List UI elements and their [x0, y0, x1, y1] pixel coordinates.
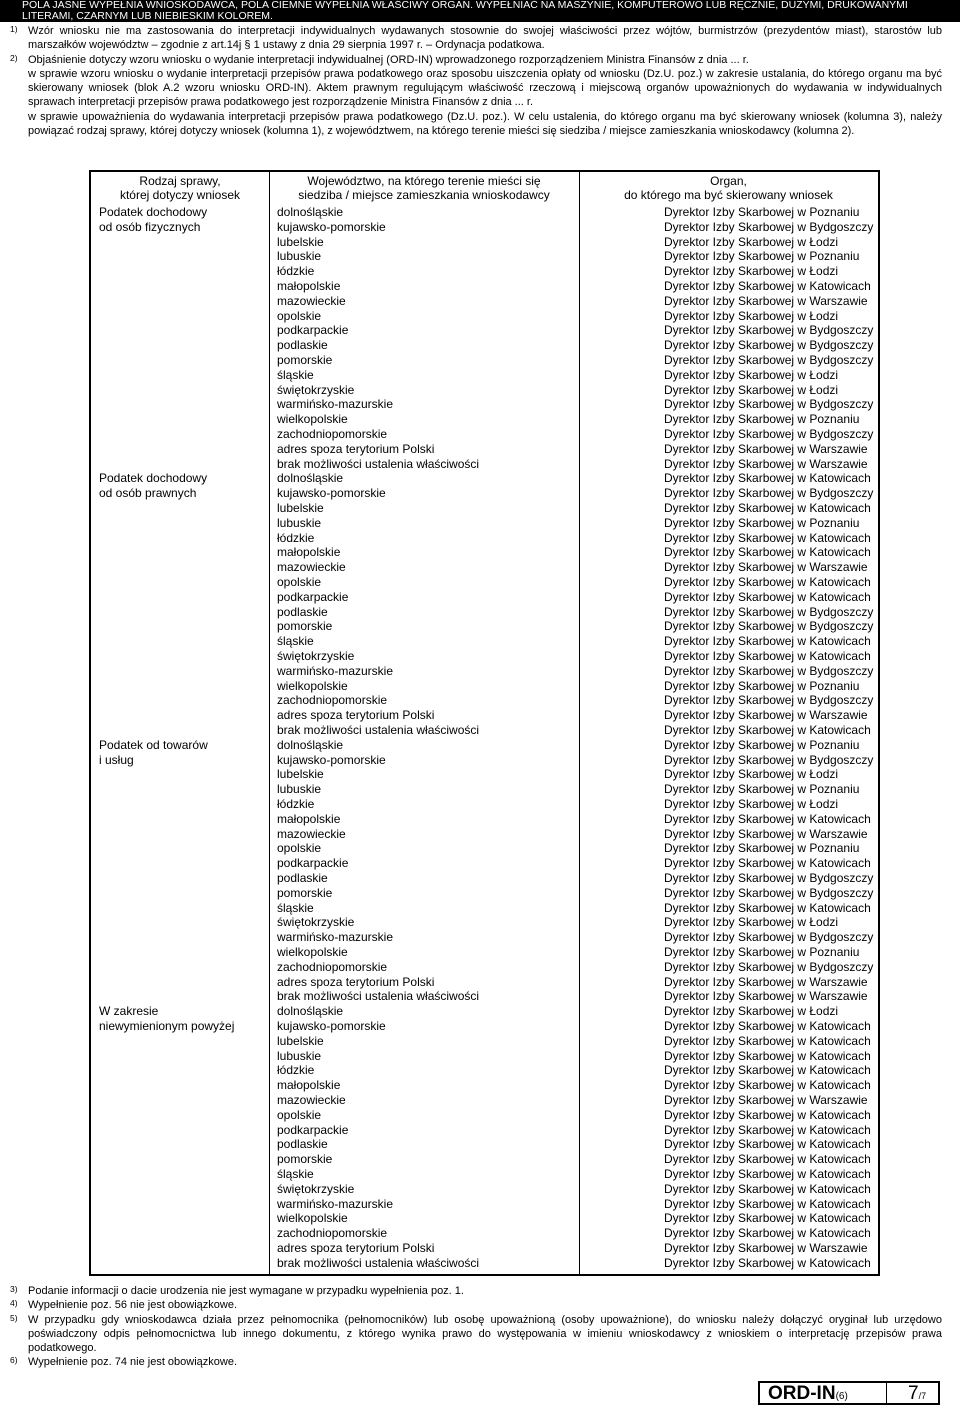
voivodeship-cell: lubelskie: [277, 1033, 324, 1048]
organ-cell: Dyrektor Izby Skarbowej w Poznaniu: [664, 412, 860, 427]
organ-cell: Dyrektor Izby Skarbowej w Poznaniu: [664, 205, 860, 219]
case-type-label-line2: od osób prawnych: [99, 486, 197, 501]
column-case-type: [91, 172, 270, 1274]
voivodeship-cell: łódzkie: [277, 264, 315, 279]
voivodeship-cell: pomorskie: [277, 1152, 333, 1167]
voivodeship-cell: świętokrzyskie: [277, 649, 355, 663]
header-case-type-line2: której dotyczy wniosek: [119, 188, 241, 202]
footnote-1-mark: 1): [10, 24, 18, 34]
footnote-bottom-5: [10, 1313, 942, 1356]
voivodeship-cell: podkarpackie: [277, 589, 349, 604]
organ-cell: Dyrektor Izby Skarbowej w Bydgoszczy: [664, 663, 874, 678]
voivodeship-cell: lubelskie: [277, 501, 324, 515]
organ-cell: Dyrektor Izby Skarbowej w Bydgoszczy: [664, 353, 874, 367]
header-voivodeship: [269, 172, 579, 206]
voivodeship-cell: opolskie: [277, 308, 322, 323]
footnote-2-text-c: w sprawie upoważnienia do wydawania interpretacji przepisów prawa podatkowego (Dz.U. poz.). W celu ustalenia, do którego organu ma być skierowany wniosek (kolumna 3), należy powiązać rodzaj sprawy, której dotyczy wniosek (kolumna 1), z województwem, na którego terenie mieści się siedziba / miejsce zamieszkania wnioskodawcy (kolumna 2).: [28, 110, 942, 138]
organ-cell: Dyrektor Izby Skarbowej w Poznaniu: [664, 249, 860, 264]
form-version: (6): [835, 1391, 848, 1402]
organ-cell: Dyrektor Izby Skarbowej w Katowicach: [664, 811, 871, 826]
voivodeship-cell: świętokrzyskie: [277, 915, 355, 930]
case-type-label-line2: niewymienionym powyżej: [99, 1018, 235, 1033]
organ-cell: Dyrektor Izby Skarbowej w Warszawie: [664, 974, 868, 989]
footnote-bottom-6: [10, 1355, 942, 1369]
voivodeship-cell: podlaskie: [277, 871, 328, 885]
organ-cell: Dyrektor Izby Skarbowej w Bydgoszczy: [664, 323, 874, 338]
organ-cell: Dyrektor Izby Skarbowej w Warszawie: [664, 826, 868, 841]
header-voivodeship-line1: Województwo, na którego terenie mieści się: [307, 174, 541, 188]
voivodeship-cell: mazowieckie: [277, 293, 346, 308]
voivodeship-cell: dolnośląskie: [277, 205, 344, 219]
voivodeship-cell: lubuskie: [277, 515, 322, 530]
voivodeship-cell: opolskie: [277, 575, 322, 589]
voivodeship-cell: podlaskie: [277, 1137, 328, 1152]
voivodeship-cell: łódzkie: [277, 1063, 315, 1078]
header-case-type: [91, 172, 269, 206]
voivodeship-cell: adres spoza terytorium Polski: [277, 441, 435, 456]
organ-cell: Dyrektor Izby Skarbowej w Katowicach: [664, 1211, 871, 1226]
organ-cell: Dyrektor Izby Skarbowej w Łodzi: [664, 367, 839, 382]
voivodeship-cell: dolnośląskie: [277, 471, 344, 486]
organ-cell: Dyrektor Izby Skarbowej w Łodzi: [664, 915, 839, 930]
column-organ: [579, 172, 878, 1274]
organ-cell: Dyrektor Izby Skarbowej w Katowicach: [664, 279, 871, 293]
organ-cell: Dyrektor Izby Skarbowej w Bydgoszczy: [664, 604, 874, 619]
footnote-1-text: Wzór wniosku nie ma zastosowania do interpretacji indywidualnych wydawanych stosownie do swojej właściwości przez wójtów, burmistrzów (prezydentów miast), starostów lub marszałków województw – zgodnie z art.14j § 1 ustawy z dnia 29 sierpnia 1997 r. – Ordynacja podatkowa.: [28, 25, 942, 52]
voivodeship-cell: małopolskie: [277, 811, 341, 826]
organ-cell: Dyrektor Izby Skarbowej w Poznaniu: [664, 841, 860, 856]
case-type-label-line1: Podatek od towarów: [99, 737, 208, 752]
header-voivodeship-line2: siedziba / miejsce zamieszkania wnioskodawcy: [298, 188, 550, 202]
footnote-2-text-b: w sprawie wzoru wniosku o wydanie interpretacji przepisów prawa podatkowego oraz sposobu uiszczenia opłaty od wniosku (Dz.U. poz.) w zakresie ustalania, do którego organu ma być skierowany wniosek (blok A.2 wzoru wniosku ORD-IN). Aktem prawnym regulującym właściwość rzeczową i miejscową organów upoważnionych do wydawania w indywidualnych sprawach interpretacji przepisów prawa podatkowego jest rozporządzenie Ministra Finansów z dnia ... r.: [28, 67, 942, 109]
voivodeship-cell: brak możliwości ustalenia właściwości: [277, 1255, 480, 1270]
instruction-line-2: LITERAMI, CZARNYM LUB NIEBIESKIM KOLOREM.: [22, 10, 273, 22]
organ-cell: Dyrektor Izby Skarbowej w Katowicach: [664, 634, 871, 649]
footnote-2-text: Objaśnienie dotyczy wzoru wniosku o wydanie interpretacji indywidualnej (ORD-IN) wprowadzonego rozporządzeniem Ministra Finansów z dnia ... r.: [28, 53, 749, 66]
organ-cell: Dyrektor Izby Skarbowej w Katowicach: [664, 1255, 871, 1270]
organ-cell: Dyrektor Izby Skarbowej w Katowicach: [664, 1107, 871, 1122]
organ-cell: Dyrektor Izby Skarbowej w Łodzi: [664, 234, 839, 249]
organ-cell: Dyrektor Izby Skarbowej w Katowicach: [664, 1063, 871, 1078]
organ-cell: Dyrektor Izby Skarbowej w Bydgoszczy: [664, 619, 874, 634]
organ-cell: Dyrektor Izby Skarbowej w Katowicach: [664, 1122, 871, 1137]
voivodeship-cell: brak możliwości ustalenia właściwości: [277, 456, 480, 471]
voivodeship-cell: lubuskie: [277, 782, 322, 797]
organ-cell: Dyrektor Izby Skarbowej w Katowicach: [664, 1226, 871, 1241]
voivodeship-cell: warmińsko-mazurskie: [277, 663, 394, 678]
organ-cell: Dyrektor Izby Skarbowej w Bydgoszczy: [664, 871, 874, 885]
organ-cell: Dyrektor Izby Skarbowej w Katowicach: [664, 1167, 871, 1181]
voivodeship-cell: dolnośląskie: [277, 737, 344, 752]
voivodeship-cell: lubelskie: [277, 767, 324, 782]
voivodeship-cell: mazowieckie: [277, 560, 346, 575]
organ-cell: Dyrektor Izby Skarbowej w Katowicach: [664, 1033, 871, 1048]
organ-cell: Dyrektor Izby Skarbowej w Bydgoszczy: [664, 752, 874, 767]
organ-cell: Dyrektor Izby Skarbowej w Katowicach: [664, 856, 871, 871]
voivodeship-cell: zachodniopomorskie: [277, 693, 388, 708]
footnote-text: Wypełnienie poz. 74 nie jest obowiązkowe.: [28, 1356, 238, 1369]
page-number-text: 7: [908, 1383, 919, 1404]
form-code: [768, 1383, 848, 1408]
footnote-mark: 5): [10, 1312, 18, 1323]
organ-cell: Dyrektor Izby Skarbowej w Katowicach: [664, 1152, 871, 1167]
organ-cell: Dyrektor Izby Skarbowej w Katowicach: [664, 723, 871, 737]
organ-cell: Dyrektor Izby Skarbowej w Katowicach: [664, 649, 871, 663]
organ-cell: Dyrektor Izby Skarbowej w Łodzi: [664, 767, 839, 782]
voivodeship-cell: małopolskie: [277, 545, 341, 560]
organ-cell: Dyrektor Izby Skarbowej w Bydgoszczy: [664, 959, 874, 974]
voivodeship-cell: pomorskie: [277, 885, 333, 900]
voivodeship-cell: łódzkie: [277, 530, 315, 545]
case-type-label-line2: od osób fizycznych: [99, 219, 201, 234]
organ-cell: Dyrektor Izby Skarbowej w Poznaniu: [664, 678, 860, 693]
voivodeship-cell: mazowieckie: [277, 1093, 346, 1107]
organ-cell: Dyrektor Izby Skarbowej w Katowicach: [664, 530, 871, 545]
voivodeship-cell: wielkopolskie: [277, 945, 348, 959]
voivodeship-cell: podkarpackie: [277, 856, 349, 871]
organ-cell: Dyrektor Izby Skarbowej w Poznaniu: [664, 737, 860, 752]
voivodeship-cell: podlaskie: [277, 338, 328, 353]
voivodeship-cell: zachodniopomorskie: [277, 427, 388, 441]
organ-cell: Dyrektor Izby Skarbowej w Katowicach: [664, 589, 871, 604]
instruction-banner: [0, 0, 960, 22]
organ-cell: Dyrektor Izby Skarbowej w Katowicach: [664, 900, 871, 915]
voivodeship-cell: małopolskie: [277, 1078, 341, 1093]
voivodeship-cell: lubuskie: [277, 1048, 322, 1063]
case-type-label-line1: Podatek dochodowy: [99, 471, 208, 486]
organ-cell: Dyrektor Izby Skarbowej w Warszawie: [664, 293, 868, 308]
footer-divider: [886, 1383, 887, 1403]
organ-cell: Dyrektor Izby Skarbowej w Poznaniu: [664, 945, 860, 959]
voivodeship-cell: adres spoza terytorium Polski: [277, 974, 435, 989]
organ-cell: Dyrektor Izby Skarbowej w Katowicach: [664, 545, 871, 560]
organ-cell: Dyrektor Izby Skarbowej w Katowicach: [664, 1019, 871, 1033]
voivodeship-cell: pomorskie: [277, 619, 333, 634]
footnote-bottom-4: [10, 1298, 942, 1312]
voivodeship-cell: śląskie: [277, 634, 314, 649]
voivodeship-cell: dolnośląskie: [277, 1004, 344, 1019]
voivodeship-cell: brak możliwości ustalenia właściwości: [277, 723, 480, 737]
footnote-text: Wypełnienie poz. 56 nie jest obowiązkowe.: [28, 1299, 238, 1312]
column-voivodeship: [269, 172, 580, 1274]
organ-cell: Dyrektor Izby Skarbowej w Łodzi: [664, 1004, 839, 1019]
case-type-label-line1: Podatek dochodowy: [99, 205, 208, 219]
voivodeship-cell: świętokrzyskie: [277, 382, 355, 397]
voivodeship-cell: zachodniopomorskie: [277, 1226, 388, 1241]
voivodeship-cell: kujawsko-pomorskie: [277, 219, 386, 234]
organ-cell: Dyrektor Izby Skarbowej w Warszawie: [664, 708, 868, 723]
footnote-mark: 4): [10, 1298, 18, 1309]
organ-cell: Dyrektor Izby Skarbowej w Bydgoszczy: [664, 397, 874, 412]
voivodeship-cell: kujawsko-pomorskie: [277, 1019, 386, 1033]
organ-cell: Dyrektor Izby Skarbowej w Katowicach: [664, 471, 871, 486]
voivodeship-cell: podkarpackie: [277, 1122, 349, 1137]
voivodeship-cell: opolskie: [277, 1107, 322, 1122]
voivodeship-cell: lubelskie: [277, 234, 324, 249]
organ-cell: Dyrektor Izby Skarbowej w Bydgoszczy: [664, 219, 874, 234]
organ-cell: Dyrektor Izby Skarbowej w Poznaniu: [664, 515, 860, 530]
organ-cell: Dyrektor Izby Skarbowej w Katowicach: [664, 575, 871, 589]
organ-cell: Dyrektor Izby Skarbowej w Katowicach: [664, 501, 871, 515]
voivodeship-cell: podkarpackie: [277, 323, 349, 338]
voivodeship-cell: pomorskie: [277, 353, 333, 367]
header-organ-line1: Organ,: [710, 174, 747, 188]
case-type-label-line2: i usług: [99, 752, 134, 767]
page-number: [908, 1383, 926, 1407]
voivodeship-cell: kujawsko-pomorskie: [277, 486, 386, 501]
voivodeship-cell: lubuskie: [277, 249, 322, 264]
voivodeship-cell: adres spoza terytorium Polski: [277, 1241, 435, 1255]
organ-cell: Dyrektor Izby Skarbowej w Warszawie: [664, 989, 868, 1004]
organ-cell: Dyrektor Izby Skarbowej w Katowicach: [664, 1048, 871, 1063]
instruction-line-1: POLA JASNE WYPEŁNIA WNIOSKODAWCA, POLA CIEMNE WYPEŁNIA WŁAŚCIWY ORGAN. WYPEŁNIAĆ NA MASZYNIE, KOMPUTEROWO LUB RĘCZNIE, DUŻYMI, DRUKOWANYMI: [22, 0, 908, 11]
voivodeship-cell: kujawsko-pomorskie: [277, 752, 386, 767]
organ-cell: Dyrektor Izby Skarbowej w Łodzi: [664, 308, 839, 323]
footnotes-bottom: [10, 1284, 942, 1370]
organ-cell: Dyrektor Izby Skarbowej w Katowicach: [664, 1137, 871, 1152]
voivodeship-cell: warmińsko-mazurskie: [277, 930, 394, 945]
footnote-bottom-3: [10, 1284, 942, 1298]
header-case-type-line1: Rodzaj sprawy,: [139, 174, 221, 188]
voivodeship-cell: śląskie: [277, 900, 314, 915]
organ-cell: Dyrektor Izby Skarbowej w Bydgoszczy: [664, 693, 874, 708]
voivodeship-cell: podlaskie: [277, 604, 328, 619]
organ-cell: Dyrektor Izby Skarbowej w Warszawie: [664, 560, 868, 575]
case-type-label: [91, 471, 269, 501]
organ-cell: Dyrektor Izby Skarbowej w Łodzi: [664, 797, 839, 811]
organ-cell: Dyrektor Izby Skarbowej w Katowicach: [664, 1181, 871, 1196]
footnote-1: [10, 24, 942, 53]
page-total: /7: [918, 1391, 927, 1401]
organ-cell: Dyrektor Izby Skarbowej w Łodzi: [664, 264, 839, 279]
voivodeship-cell: świętokrzyskie: [277, 1181, 355, 1196]
voivodeship-cell: opolskie: [277, 841, 322, 856]
voivodeship-cell: wielkopolskie: [277, 678, 348, 693]
organ-jurisdiction-table: [89, 170, 880, 1276]
voivodeship-cell: łódzkie: [277, 797, 315, 811]
voivodeship-cell: śląskie: [277, 367, 314, 382]
case-type-label: [91, 738, 269, 768]
organ-cell: Dyrektor Izby Skarbowej w Bydgoszczy: [664, 427, 874, 441]
footnotes-top: [10, 24, 942, 138]
case-type-label: [91, 205, 269, 235]
organ-cell: Dyrektor Izby Skarbowej w Poznaniu: [664, 782, 860, 797]
case-type-label-line1: W zakresie: [99, 1004, 159, 1019]
footnote-2: [10, 53, 942, 139]
organ-cell: Dyrektor Izby Skarbowej w Katowicach: [664, 1078, 871, 1093]
voivodeship-cell: wielkopolskie: [277, 1211, 348, 1226]
voivodeship-cell: warmińsko-mazurskie: [277, 1196, 394, 1211]
voivodeship-cell: zachodniopomorskie: [277, 959, 388, 974]
voivodeship-cell: warmińsko-mazurskie: [277, 397, 394, 412]
organ-cell: Dyrektor Izby Skarbowej w Warszawie: [664, 1093, 868, 1107]
voivodeship-cell: mazowieckie: [277, 826, 346, 841]
organ-cell: Dyrektor Izby Skarbowej w Bydgoszczy: [664, 930, 874, 945]
form-code-text: ORD-IN: [768, 1383, 836, 1404]
voivodeship-cell: adres spoza terytorium Polski: [277, 708, 435, 723]
footnote-text: Podanie informacji o dacie urodzenia nie jest wymagane w przypadku wypełnienia poz. 1.: [28, 1285, 464, 1297]
footnote-2-mark: 2): [10, 52, 18, 63]
header-organ-line2: do którego ma być skierowany wniosek: [624, 188, 833, 202]
organ-cell: Dyrektor Izby Skarbowej w Katowicach: [664, 1196, 871, 1211]
organ-cell: Dyrektor Izby Skarbowej w Bydgoszczy: [664, 486, 874, 501]
case-type-label: [91, 1004, 269, 1034]
voivodeship-cell: wielkopolskie: [277, 412, 348, 427]
footnote-mark: 6): [10, 1355, 18, 1366]
organ-cell: Dyrektor Izby Skarbowej w Bydgoszczy: [664, 885, 874, 900]
header-organ: [579, 172, 878, 206]
voivodeship-cell: śląskie: [277, 1167, 314, 1181]
organ-cell: Dyrektor Izby Skarbowej w Łodzi: [664, 382, 839, 397]
organ-cell: Dyrektor Izby Skarbowej w Warszawie: [664, 1241, 868, 1255]
footnote-mark: 3): [10, 1284, 18, 1294]
organ-cell: Dyrektor Izby Skarbowej w Warszawie: [664, 456, 868, 471]
organ-cell: Dyrektor Izby Skarbowej w Warszawie: [664, 441, 868, 456]
voivodeship-cell: małopolskie: [277, 279, 341, 293]
form-footer: [758, 1381, 940, 1405]
footnote-text: W przypadku gdy wnioskodawca działa przez pełnomocnika (pełnomocników) lub osobę upoważnioną (osoby upoważnione), do wniosku należy dołączyć oryginał lub urzędowo poświadczony odpis pełnomocnictwa lub innego dokumentu, z którego wynika prawo do występowania w imieniu wnioskodawcy z wnioskiem o interpretację przepisów prawa podatkowego.: [28, 1313, 942, 1355]
organ-cell: Dyrektor Izby Skarbowej w Bydgoszczy: [664, 338, 874, 353]
voivodeship-cell: brak możliwości ustalenia właściwości: [277, 989, 480, 1004]
